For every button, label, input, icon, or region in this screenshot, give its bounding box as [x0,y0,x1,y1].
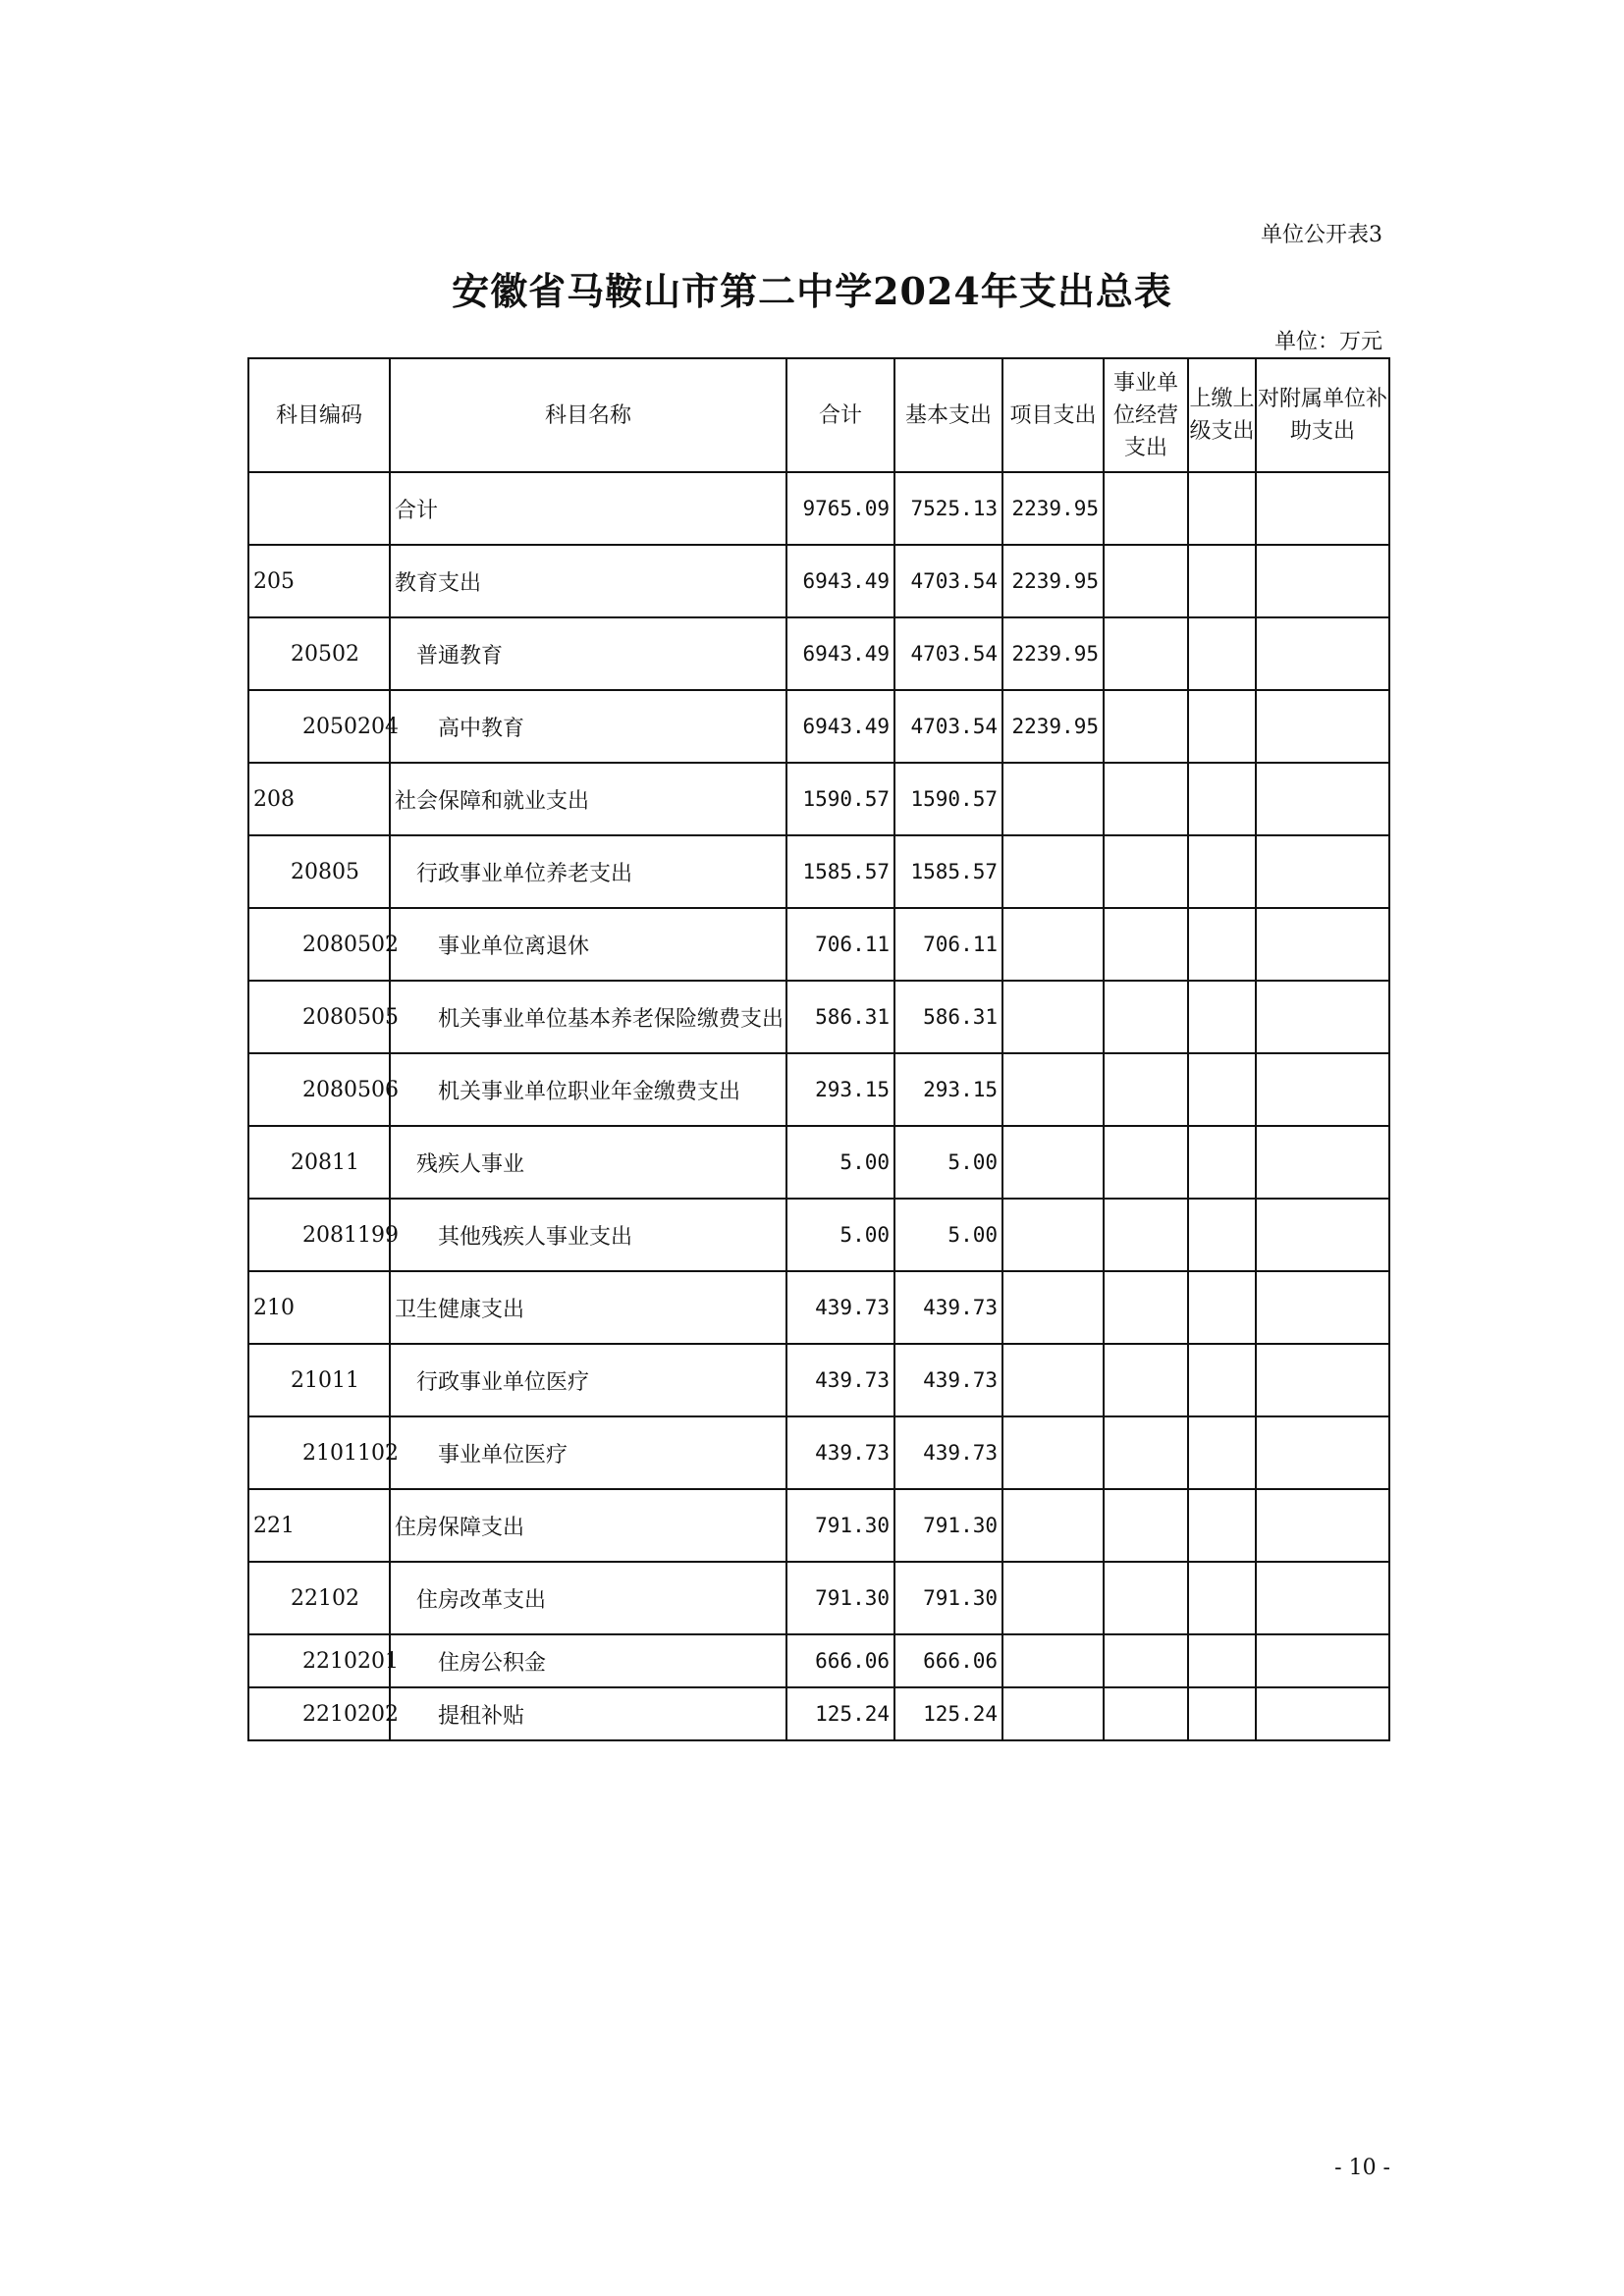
table-row [248,1562,1389,1634]
cell-subsidy [1256,1344,1389,1416]
table-row [248,981,1389,1053]
cell-business [1104,1199,1188,1271]
cell-code: 2210202 [248,1687,390,1740]
table-row [248,545,1389,617]
cell-business [1104,1687,1188,1740]
cell-total: 9765.09 [786,472,894,545]
cell-subsidy [1256,1562,1389,1634]
cell-project [1002,763,1104,835]
cell-subsidy [1256,908,1389,981]
cell-remit [1188,981,1256,1053]
cell-subsidy [1256,545,1389,617]
cell-total: 6943.49 [786,617,894,690]
table-body [248,472,1389,1740]
cell-remit [1188,1562,1256,1634]
cell-remit [1188,1271,1256,1344]
col-header-remit: 上缴上级支出 [1188,358,1256,472]
cell-name: 教育支出 [390,545,786,617]
cell-basic: 706.11 [894,908,1002,981]
cell-name: 合计 [390,472,786,545]
cell-name: 社会保障和就业支出 [390,763,786,835]
cell-remit [1188,1489,1256,1562]
cell-name: 行政事业单位医疗 [390,1344,786,1416]
cell-total: 791.30 [786,1489,894,1562]
cell-basic: 439.73 [894,1271,1002,1344]
cell-total: 6943.49 [786,545,894,617]
cell-project [1002,835,1104,908]
col-header-code: 科目编码 [248,358,390,472]
cell-code: 2050204 [248,690,390,763]
table-row [248,763,1389,835]
cell-remit [1188,472,1256,545]
table-row [248,1199,1389,1271]
col-header-total: 合计 [786,358,894,472]
cell-project [1002,1489,1104,1562]
cell-name: 残疾人事业 [390,1126,786,1199]
col-header-project: 项目支出 [1002,358,1104,472]
cell-subsidy [1256,472,1389,545]
cell-project [1002,1562,1104,1634]
cell-code: 21011 [248,1344,390,1416]
cell-name: 住房保障支出 [390,1489,786,1562]
cell-code: 22102 [248,1562,390,1634]
cell-total: 586.31 [786,981,894,1053]
cell-business [1104,1416,1188,1489]
cell-total: 1585.57 [786,835,894,908]
cell-business [1104,1126,1188,1199]
cell-project: 2239.95 [1002,617,1104,690]
cell-remit [1188,1053,1256,1126]
cell-business [1104,763,1188,835]
cell-remit [1188,1416,1256,1489]
table-row [248,472,1389,545]
cell-basic: 1590.57 [894,763,1002,835]
table-row [248,1126,1389,1199]
unit-label: 单位：万元 [1273,330,1382,354]
cell-name: 其他残疾人事业支出 [390,1199,786,1271]
col-header-name: 科目名称 [390,358,786,472]
form-number: 单位公开表3 [1261,223,1382,247]
col-header-subsidy: 对附属单位补助支出 [1256,358,1389,472]
table-row [248,617,1389,690]
cell-business [1104,835,1188,908]
cell-name: 高中教育 [390,690,786,763]
cell-basic: 4703.54 [894,617,1002,690]
cell-project: 2239.95 [1002,690,1104,763]
cell-code: 2081199 [248,1199,390,1271]
cell-basic: 4703.54 [894,545,1002,617]
cell-name: 提租补贴 [390,1687,786,1740]
cell-business [1104,1271,1188,1344]
cell-business [1104,1562,1188,1634]
cell-business [1104,1053,1188,1126]
cell-total: 791.30 [786,1562,894,1634]
cell-basic: 666.06 [894,1634,1002,1687]
cell-code: 20805 [248,835,390,908]
cell-subsidy [1256,763,1389,835]
cell-total: 439.73 [786,1271,894,1344]
cell-name: 机关事业单位职业年金缴费支出 [390,1053,786,1126]
table-row [248,1489,1389,1562]
cell-subsidy [1256,1416,1389,1489]
cell-business [1104,617,1188,690]
cell-name: 事业单位离退休 [390,908,786,981]
cell-code: 210 [248,1271,390,1344]
cell-business [1104,1344,1188,1416]
cell-subsidy [1256,617,1389,690]
cell-project [1002,981,1104,1053]
cell-basic: 791.30 [894,1562,1002,1634]
table-row [248,1634,1389,1687]
cell-basic: 293.15 [894,1053,1002,1126]
cell-project [1002,1126,1104,1199]
cell-basic: 791.30 [894,1489,1002,1562]
table-row [248,1687,1389,1740]
cell-total: 439.73 [786,1344,894,1416]
cell-project [1002,1416,1104,1489]
cell-code [248,472,390,545]
cell-remit [1188,1126,1256,1199]
cell-name: 住房改革支出 [390,1562,786,1634]
cell-basic: 439.73 [894,1344,1002,1416]
cell-subsidy [1256,690,1389,763]
cell-business [1104,981,1188,1053]
cell-code: 2210201 [248,1634,390,1687]
cell-total: 666.06 [786,1634,894,1687]
cell-basic: 586.31 [894,981,1002,1053]
cell-subsidy [1256,1053,1389,1126]
cell-business [1104,690,1188,763]
cell-subsidy [1256,981,1389,1053]
cell-total: 125.24 [786,1687,894,1740]
cell-subsidy [1256,835,1389,908]
page-number: - 10 - [1334,2156,1390,2180]
cell-total: 5.00 [786,1199,894,1271]
cell-subsidy [1256,1489,1389,1562]
cell-total: 5.00 [786,1126,894,1199]
cell-total: 1590.57 [786,763,894,835]
cell-total: 439.73 [786,1416,894,1489]
cell-business [1104,472,1188,545]
cell-subsidy [1256,1199,1389,1271]
cell-basic: 5.00 [894,1126,1002,1199]
cell-remit [1188,545,1256,617]
cell-code: 208 [248,763,390,835]
cell-code: 20502 [248,617,390,690]
page-title: 安徽省马鞍山市第二中学2024年支出总表 [452,269,1172,313]
cell-project [1002,908,1104,981]
cell-remit [1188,908,1256,981]
cell-code: 205 [248,545,390,617]
cell-remit [1188,763,1256,835]
cell-project [1002,1199,1104,1271]
cell-project: 2239.95 [1002,472,1104,545]
cell-total: 293.15 [786,1053,894,1126]
table-row [248,690,1389,763]
cell-remit [1188,835,1256,908]
cell-business [1104,908,1188,981]
cell-project [1002,1634,1104,1687]
cell-code: 2080505 [248,981,390,1053]
cell-basic: 7525.13 [894,472,1002,545]
cell-project [1002,1344,1104,1416]
cell-subsidy [1256,1687,1389,1740]
cell-name: 事业单位医疗 [390,1416,786,1489]
cell-name: 行政事业单位养老支出 [390,835,786,908]
col-header-business: 事业单位经营支出 [1104,358,1188,472]
cell-code: 221 [248,1489,390,1562]
table-row [248,1053,1389,1126]
cell-subsidy [1256,1271,1389,1344]
table-row [248,1271,1389,1344]
cell-code: 20811 [248,1126,390,1199]
cell-basic: 5.00 [894,1199,1002,1271]
table-row [248,835,1389,908]
cell-name: 机关事业单位基本养老保险缴费支出 [390,981,786,1053]
cell-remit [1188,690,1256,763]
cell-code: 2080502 [248,908,390,981]
cell-subsidy [1256,1634,1389,1687]
cell-business [1104,1634,1188,1687]
cell-total: 6943.49 [786,690,894,763]
cell-project [1002,1053,1104,1126]
table-row [248,1416,1389,1489]
cell-business [1104,1489,1188,1562]
cell-basic: 439.73 [894,1416,1002,1489]
cell-code: 2101102 [248,1416,390,1489]
table-row [248,908,1389,981]
expenditure-table [247,357,1390,1741]
cell-name: 普通教育 [390,617,786,690]
cell-code: 2080506 [248,1053,390,1126]
cell-subsidy [1256,1126,1389,1199]
cell-name: 住房公积金 [390,1634,786,1687]
cell-basic: 125.24 [894,1687,1002,1740]
table-row [248,1344,1389,1416]
cell-business [1104,545,1188,617]
cell-remit [1188,1344,1256,1416]
cell-project [1002,1687,1104,1740]
cell-remit [1188,1687,1256,1740]
cell-basic: 4703.54 [894,690,1002,763]
cell-remit [1188,1199,1256,1271]
cell-basic: 1585.57 [894,835,1002,908]
cell-remit [1188,617,1256,690]
header-row [248,358,1389,472]
cell-project: 2239.95 [1002,545,1104,617]
cell-project [1002,1271,1104,1344]
cell-remit [1188,1634,1256,1687]
cell-name: 卫生健康支出 [390,1271,786,1344]
cell-total: 706.11 [786,908,894,981]
col-header-basic: 基本支出 [894,358,1002,472]
